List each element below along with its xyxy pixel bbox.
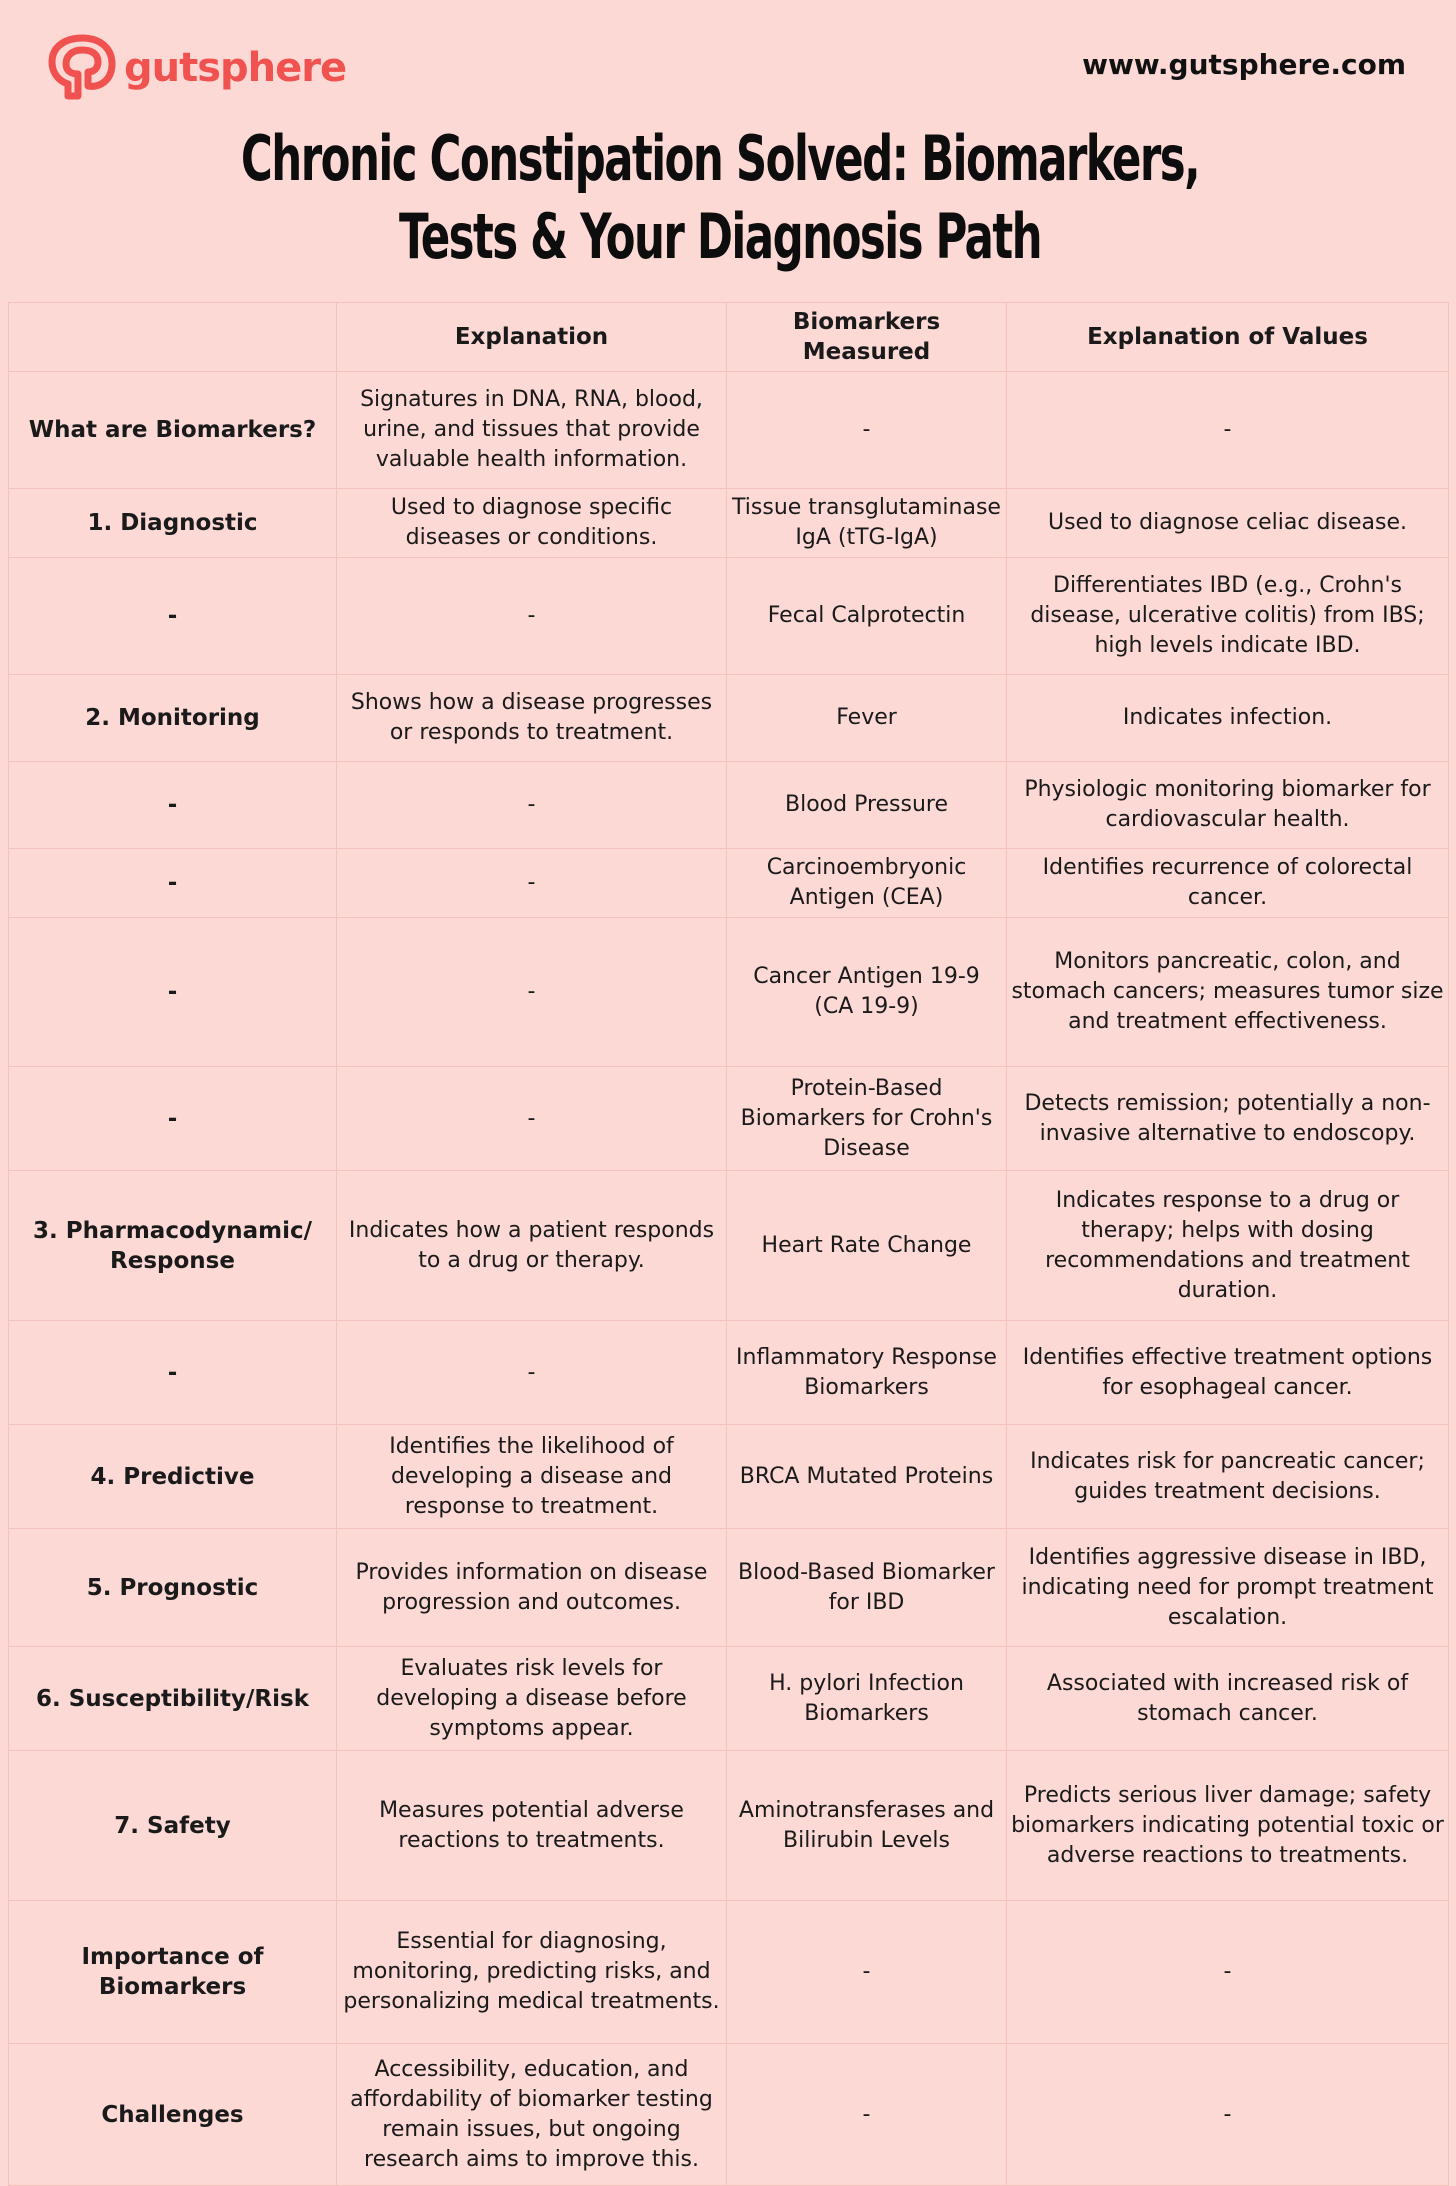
table-row [9,675,1449,762]
row-category: - [9,918,337,1067]
row-biomarker: - [727,2044,1007,2186]
row-values: Indicates risk for pancreatic cancer; guides treatment decisions. [1007,1425,1449,1529]
row-biomarker: H. pylori Infection Biomarkers [727,1647,1007,1751]
table-row [9,1529,1449,1647]
row-explanation: Measures potential adverse reactions to treatments. [337,1751,727,1901]
row-biomarker: Carcinoembryonic Antigen (CEA) [727,849,1007,918]
row-category: 3. Pharmacodynamic/ Response [9,1171,337,1321]
row-explanation: Provides information on disease progression and outcomes. [337,1529,727,1647]
website-link[interactable]: www.gutsphere.com [1082,48,1406,81]
row-explanation: Accessibility, education, and affordability of biomarker testing remain issues, but ongoing research aims to improve this. [337,2044,727,2186]
row-explanation: - [337,918,727,1067]
row-biomarker: - [727,1901,1007,2044]
row-values: Indicates infection. [1007,675,1449,762]
header-explanation: Explanation [337,303,727,372]
table-row [9,1321,1449,1425]
row-values: - [1007,2044,1449,2186]
table-row [9,2044,1449,2186]
row-category: 1. Diagnostic [9,489,337,558]
row-category: 2. Monitoring [9,675,337,762]
row-explanation: - [337,762,727,849]
table-row [9,1425,1449,1529]
table-body [9,372,1449,2186]
row-explanation: - [337,1067,727,1171]
brand-name: gutsphere [124,45,347,91]
table-row [9,918,1449,1067]
biomarkers-table-container [8,302,1448,2186]
header-values: Explanation of Values [1007,303,1449,372]
row-explanation: - [337,1321,727,1425]
row-category: 5. Prognostic [9,1529,337,1647]
row-values: Monitors pancreatic, colon, and stomach cancers; measures tumor size and treatment effectiveness. [1007,918,1449,1067]
row-biomarker: Aminotransferases and Bilirubin Levels [727,1751,1007,1901]
table-row [9,1171,1449,1321]
row-explanation: - [337,849,727,918]
row-explanation: Evaluates risk levels for developing a disease before symptoms appear. [337,1647,727,1751]
row-biomarker: Fever [727,675,1007,762]
table-row [9,1901,1449,2044]
row-biomarker: BRCA Mutated Proteins [727,1425,1007,1529]
table-row [9,558,1449,675]
row-category: - [9,558,337,675]
table-row [9,762,1449,849]
row-explanation: Essential for diagnosing, monitoring, predicting risks, and personalizing medical treatments. [337,1901,727,2044]
row-explanation: Shows how a disease progresses or responds to treatment. [337,675,727,762]
table-row [9,372,1449,489]
gut-logo-icon [48,34,118,102]
row-values: - [1007,372,1449,489]
row-biomarker: Blood-Based Biomarker for IBD [727,1529,1007,1647]
row-category: - [9,849,337,918]
row-category: Importance of Biomarkers [9,1901,337,2044]
row-values: Differentiates IBD (e.g., Crohn's disease, ulcerative colitis) from IBS; high levels indicate IBD. [1007,558,1449,675]
row-values: Identifies effective treatment options for esophageal cancer. [1007,1321,1449,1425]
header-biomarkers: Biomarkers Measured [727,303,1007,372]
row-values: Detects remission; potentially a non-invasive alternative to endoscopy. [1007,1067,1449,1171]
row-biomarker: Blood Pressure [727,762,1007,849]
row-values: - [1007,1901,1449,2044]
header-category [9,303,337,372]
row-biomarker: Tissue transglutaminase IgA (tTG-IgA) [727,489,1007,558]
row-values: Identifies aggressive disease in IBD, indicating need for prompt treatment escalation. [1007,1529,1449,1647]
row-explanation: - [337,558,727,675]
row-category: - [9,1067,337,1171]
page-title: Chronic Constipation Solved: Biomarkers, Tests & Your Diagnosis Path [240,122,1200,273]
row-explanation: Used to diagnose specific diseases or conditions. [337,489,727,558]
table-row [9,1647,1449,1751]
row-category: 4. Predictive [9,1425,337,1529]
row-biomarker: - [727,372,1007,489]
row-category: - [9,1321,337,1425]
table-row [9,1067,1449,1171]
row-explanation: Identifies the likelihood of developing a disease and response to treatment. [337,1425,727,1529]
row-category: 7. Safety [9,1751,337,1901]
table-row [9,849,1449,918]
row-explanation: Indicates how a patient responds to a drug or therapy. [337,1171,727,1321]
row-biomarker: Heart Rate Change [727,1171,1007,1321]
table-row [9,489,1449,558]
row-values: Predicts serious liver damage; safety biomarkers indicating potential toxic or adverse reactions to treatments. [1007,1751,1449,1901]
row-explanation: Signatures in DNA, RNA, blood, urine, and tissues that provide valuable health information. [337,372,727,489]
row-biomarker: Fecal Calprotectin [727,558,1007,675]
row-values: Physiologic monitoring biomarker for cardiovascular health. [1007,762,1449,849]
brand-logo[interactable] [48,34,346,102]
row-values: Indicates response to a drug or therapy; helps with dosing recommendations and treatment duration. [1007,1171,1449,1321]
row-category: 6. Susceptibility/Risk [9,1647,337,1751]
row-category: Challenges [9,2044,337,2186]
table-row [9,1751,1449,1901]
row-biomarker: Protein-Based Biomarkers for Crohn's Disease [727,1067,1007,1171]
row-biomarker: Inflammatory Response Biomarkers [727,1321,1007,1425]
row-values: Identifies recurrence of colorectal cancer. [1007,849,1449,918]
row-biomarker: Cancer Antigen 19-9 (CA 19-9) [727,918,1007,1067]
row-values: Used to diagnose celiac disease. [1007,489,1449,558]
row-category: - [9,762,337,849]
biomarkers-table [8,302,1449,2186]
header [0,0,1456,130]
row-values: Associated with increased risk of stomach cancer. [1007,1647,1449,1751]
row-category: What are Biomarkers? [9,372,337,489]
table-header-row [9,303,1449,372]
